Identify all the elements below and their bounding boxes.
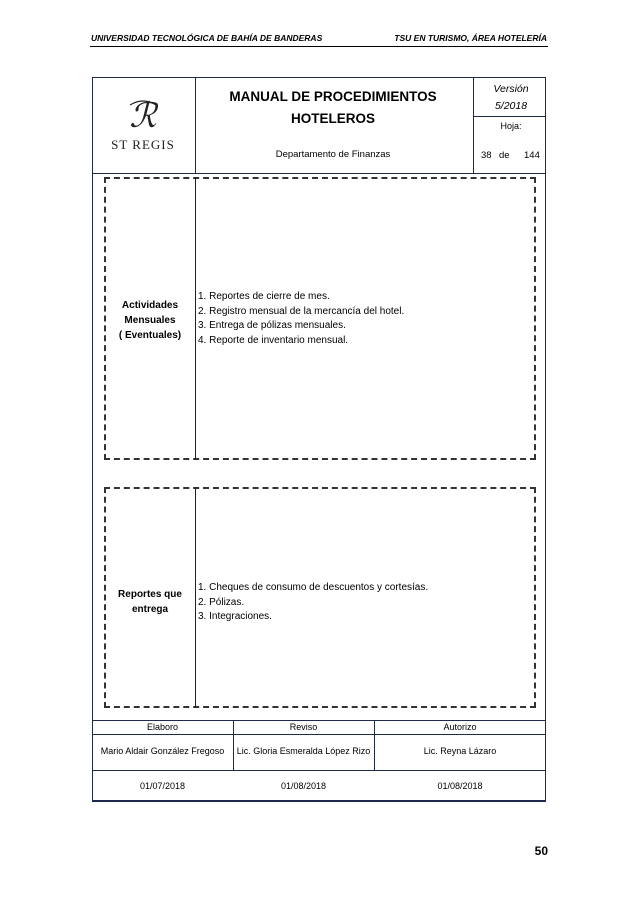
svg-text:ℛ: ℛ — [129, 96, 157, 136]
list-item: 2. Registro mensual de la mercancía del hotel. — [198, 305, 405, 317]
page-number: 50 — [534, 844, 548, 858]
reviso-header: Reviso — [289, 722, 318, 732]
elaboro-name: Mario Aldair González Fregoso — [100, 746, 225, 756]
divider — [195, 177, 196, 460]
autorizo-name: Lic. Reyna Lázaro — [423, 746, 497, 756]
activities-list — [198, 290, 404, 348]
divider — [473, 116, 546, 117]
list-item: 3. Integraciones. — [198, 611, 272, 622]
list-item: 1. Reportes de cierre de mes. — [198, 291, 330, 302]
reports-list — [198, 581, 428, 625]
sheet-current: 38 — [481, 150, 492, 161]
section-label: Reportes que entrega — [118, 589, 182, 615]
divider — [92, 800, 546, 802]
divider — [92, 734, 546, 735]
version-value: 5/2018 — [494, 100, 528, 112]
divider — [195, 77, 196, 173]
divider — [92, 770, 546, 771]
program-header: TSU EN TURISMO, ÁREA HOTELERÍA — [394, 33, 547, 43]
autorizo-header: Autorizo — [443, 722, 477, 732]
list-item: 1. Cheques de consumo de descuentos y cortesías. — [198, 582, 429, 593]
divider — [473, 77, 474, 173]
reviso-date: 01/08/2018 — [280, 781, 327, 791]
document-title: MANUAL DE PROCEDIMIENTOS HOTELEROS — [229, 89, 437, 126]
elaboro-date: 01/07/2018 — [139, 781, 186, 791]
header-rule — [90, 46, 548, 47]
elaboro-header: Elaboro — [146, 722, 179, 732]
list-item: 4. Reporte de inventario mensual. — [198, 334, 349, 346]
section-label: Actividades Mensuales ( Eventuales) — [118, 300, 182, 341]
sheet-total: 144 — [524, 150, 540, 161]
sheet-of: de — [499, 150, 510, 161]
sheet-label: Hoja: — [500, 121, 522, 131]
autorizo-date: 01/08/2018 — [437, 781, 483, 791]
list-item: 3. Entrega de pólizas mensuales. — [198, 320, 346, 331]
department-name: Departamento de Finanzas — [275, 149, 391, 160]
logo-text: ST REGIS — [111, 137, 175, 152]
reviso-name: Lic. Gloria Esmeralda López Rizo — [236, 746, 371, 756]
list-item: 2. Pólizas. — [198, 596, 245, 608]
divider — [92, 720, 546, 721]
divider — [92, 173, 546, 174]
university-header: UNIVERSIDAD TECNOLÓGICA DE BAHÍA DE BANDERAS — [91, 33, 323, 43]
divider — [195, 487, 196, 708]
version-block — [476, 81, 546, 115]
version-label: Versión — [493, 83, 529, 95]
st-regis-logo — [100, 91, 186, 157]
